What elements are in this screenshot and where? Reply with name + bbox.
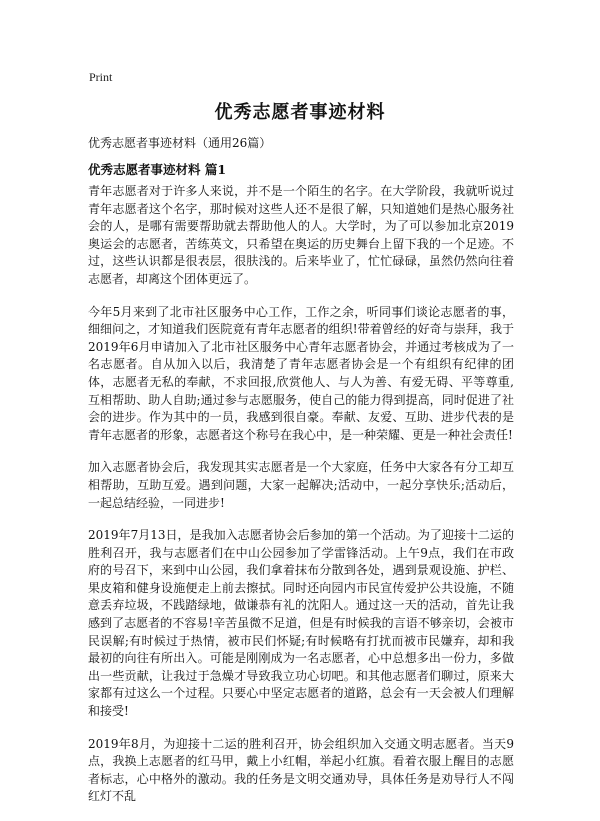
page-title: 优秀志愿者事迹材料 [214, 102, 386, 123]
paragraph: 青年志愿者对于许多人来说，并不是一个陌生的名字。在大学阶段，我就听说过青年志愿者这个名字，那时候对这些人还不是很了解，只知道她们是热心服务社会的人，是哪有需要帮助就去帮助他人的人。大学时，为了可以参加北京2019奥运会的志愿者，苦练英文，只希望在奥运的历史舞台上留下我的一个足迹。不过，这些认识都是很表层，很肤浅的。后来毕业了，忙忙碌碌，虽然仍然向往着志愿者，却离这个团体更远了。 [88, 184, 514, 286]
body-text [88, 183, 514, 821]
paragraph: 今年5月来到了北市社区服务中心工作，工作之余，听同事们谈论志愿者的事，细细问之，才知道我们医院竟有青年志愿者的组织!带着曾经的好奇与崇拜，我于2019年6月申请加入了北市社区服务中心青年志愿者协会，并通过考核成为了一名志愿者。自从加入以后，我清楚了青年志愿者协会是一个有组织有纪律的团体，志愿者无私的奉献，不求回报,欣赏他人、与人为善、有爱无碍、平等尊重,互相帮助、助人自助;通过参与志愿服务，使自己的能力得到提高，同时促进了社会的进步。作为其中的一员，我感到很自豪。奉献、友爱、互助、进步代表的是青年志愿者的形象，志愿者这个称号在我心中，是一种荣耀、更是一种社会责任! [88, 304, 514, 442]
section-heading: 优秀志愿者事迹材料 篇1 [88, 162, 227, 177]
document-subtitle: 优秀志愿者事迹材料（通用26篇） [88, 136, 272, 150]
paragraph: 加入志愿者协会后，我发现其实志愿者是一个大家庭，任务中大家各有分工却互相帮助，互助互爱。遇到问题，大家一起解决;活动中，一起分享快乐;活动后，一起总结经验，一同进步! [88, 460, 514, 510]
print-label: Print [89, 70, 113, 84]
paragraph: 2019年8月，为迎接十二运的胜利召开，协会组织加入交通文明志愿者。当天9点，我换上志愿者的红马甲，戴上小红帽，举起小红旗。看着衣服上醒目的志愿者标志，心中格外的激动。我的任务是文明交通劝导，具体任务是劝导行人不闯红灯不乱 [88, 736, 514, 804]
paragraph: 2019年7月13日，是我加入志愿者协会后参加的第一个活动。为了迎接十二运的胜利召开，我与志愿者们在中山公园参加了学雷锋活动。上午9点，我们在市政府的号召下，来到中山公园，我们拿着抹布分散到各处，遇到景观设施、护栏、果皮箱和健身设施便走上前去擦拭。同时还向园内市民宣传爱护公共设施，不随意丢弃垃圾，不践踏绿地，做谦恭有礼的沈阳人。通过这一天的活动，首先让我感到了志愿者的不容易!辛苦虽微不足道，但是有时候我的言语不够亲切，会被市民误解;有时候过于热情，被市民们怀疑;有时候略有打扰而被市民嫌弃，却和我最初的向往有所出入。可能是刚刚成为一名志愿者，心中总想多出一份力，多做出一些贡献，让我过于急燥才导致我立功心切吧。和其他志愿者们聊过，原来大家都有过这么一个过程。只要心中坚定志愿者的道路，总会有一天会被人们理解和接受! [88, 528, 514, 719]
